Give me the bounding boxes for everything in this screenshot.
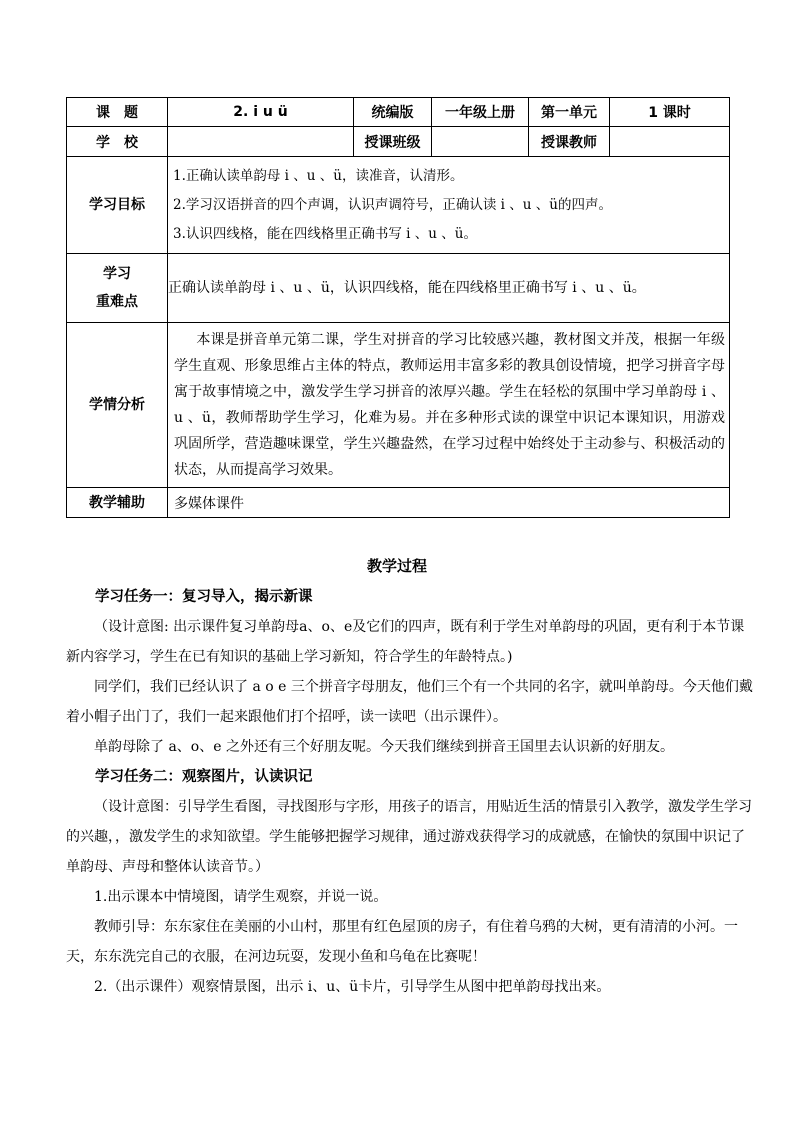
objectives-label: 学习目标 — [67, 157, 168, 254]
objectives-cell — [168, 157, 730, 254]
lesson-label: 课 题 — [67, 98, 168, 127]
analysis-label: 学情分析 — [67, 323, 168, 488]
key-points-label-line2: 重难点 — [96, 294, 138, 310]
school-value — [168, 127, 354, 157]
grade-cell: 一年级上册 — [432, 98, 529, 127]
task2-step: 2.（出示课件）观察情景图，出示 i、u、ü卡片，引导学生从图中把单韵母找出来。 — [94, 979, 611, 995]
table-row-aids — [67, 488, 730, 518]
table-row-analysis — [67, 323, 730, 488]
lesson-info-table — [66, 97, 730, 518]
task2-step: 1.出示课本中情境图，请学生观察，并说一说。 — [94, 889, 388, 905]
table-row-objectives — [67, 157, 730, 254]
objective-item: 2.学习汉语拼音的四个声调，认识声调符号，正确认读 i 、u 、ü的四声。 — [173, 196, 612, 213]
table-row-school — [67, 127, 730, 157]
task1-paragraph: 单韵母除了 a、o、e 之外还有三个好朋友呢。今天我们继续到拼音王国里去认识新的好朋友。 — [94, 739, 674, 755]
teacher-value — [610, 127, 730, 157]
school-label: 学 校 — [67, 127, 168, 157]
aids-label: 教学辅助 — [67, 488, 168, 518]
task2-guidance: 教师引导：东东家住在美丽的小山村，那里有红色屋顶的房子，有住着乌鸦的大树，更有清清的小河。一天，东东洗完自己的衣服，在河边玩耍，发现小鱼和乌龟在比赛呢！ — [66, 919, 738, 965]
key-points-label — [67, 254, 168, 323]
table-row-key-points — [67, 254, 730, 323]
aids-text: 多媒体课件 — [168, 488, 730, 518]
hours-cell: 1 课时 — [610, 98, 730, 127]
lesson-title: 2. i u ü — [168, 98, 354, 127]
process-body — [66, 582, 756, 1002]
teacher-label: 授课教师 — [529, 127, 610, 157]
task2-intent: （设计意图：引导学生看图，寻找图形与字形，用孩子的语言，用贴近生活的情景引入教学，激发学生学习的兴趣，，激发学生的求知欲望。学生能够把握学习规律，通过游戏获得学习的成就感，在愉快的氛围中识记了单韵母、声母和整体认读音节。） — [66, 799, 752, 875]
class-label: 授课班级 — [354, 127, 432, 157]
key-points-label-line1: 学习 — [103, 266, 131, 282]
task1-title: 学习任务一：复习导入，揭示新课 — [95, 589, 313, 605]
analysis-text: 本课是拼音单元第二课，学生对拼音的学习比较感兴趣，教材图文并茂，根据一年级学生直观、形象思维占主体的特点，教师运用丰富多彩的教具创设情境，把学习拼音字母寓于故事情境之中，激发学生学习拼音的浓厚兴趣。学生在轻松的氛围中学习单韵母 i 、u 、ü，教师帮助学生学习，化难为易。并在多种形式读的课堂中识记本课知识，用游戏巩固所学，营造趣味课堂，学生兴趣盎然，在学习过程中始终处于主动参与、积极活动的状态，从而提高学习效果。 — [168, 323, 730, 488]
objective-item: 3.认识四线格，能在四线格里正确书写 i 、u 、ü。 — [173, 225, 477, 242]
class-value — [432, 127, 529, 157]
unit-cell: 第一单元 — [529, 98, 610, 127]
process-title: 教学过程 — [366, 557, 427, 575]
table-row-lesson — [67, 98, 730, 127]
task1-intent: （设计意图: 出示课件复习单韵母a、o、e及它们的四声，既有利于学生对单韵母的巩固，更有利于本节课新内容学习，学生在已有知识的基础上学习新知，符合学生的年龄特点。) — [66, 619, 745, 665]
key-points-text: 正确认读单韵母 i 、u 、ü，认识四线格，能在四线格里正确书写 i 、u 、ü。 — [168, 254, 730, 323]
task1-paragraph: 同学们，我们已经认识了 a o e 三个拼音字母朋友，他们三个有一个共同的名字，就叫单韵母。今天他们戴着小帽子出门了，我们一起来跟他们打个招呼，读一读吧（出示课件）。 — [66, 679, 753, 725]
task2-title: 学习任务二：观察图片，认读识记 — [95, 769, 313, 785]
objective-item: 1.正确认读单韵母 i 、u 、ü，读准音，认清形。 — [173, 167, 464, 184]
edition-cell: 统编版 — [354, 98, 432, 127]
